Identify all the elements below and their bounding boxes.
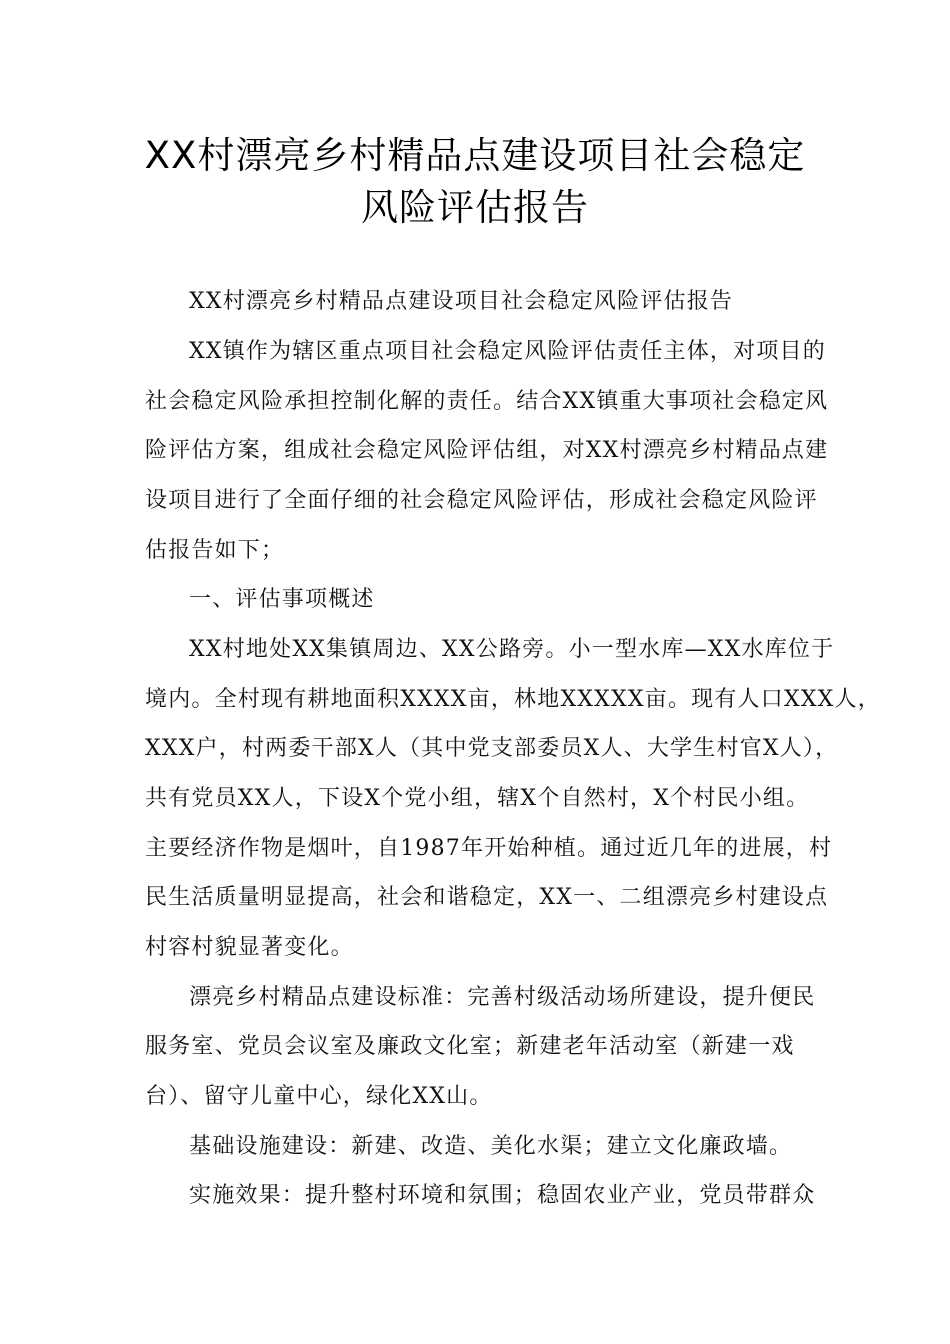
body-line: XX镇作为辖区重点项目社会稳定风险评估责任主体，对项目的 [189,339,826,364]
body-line: 境内。全村现有耕地面积XXXX亩，林地XXXXX亩。现有人口XXX人， [145,687,881,712]
document-title-line-1: XX村漂亮乡村精品点建设项目社会稳定 [144,134,806,177]
body-line: 实施效果：提升整村环境和氛围；稳固农业产业，党员带群众 [189,1183,816,1208]
body-line: 台）、留守儿童中心，绿化XX山。 [145,1084,493,1109]
body-line: 设项目进行了全面仔细的社会稳定风险评估，形成社会稳定风险评 [145,488,818,513]
section-heading: 一、评估事项概述 [189,587,375,612]
body-line: 险评估方案，组成社会稳定风险评估组，对XX村漂亮乡村精品点建 [145,438,829,463]
body-line: 共有党员XX人，下设X个党小组，辖X个自然村，X个村民小组。 [145,786,810,811]
body-line: 社会稳定风险承担控制化解的责任。结合XX镇重大事项社会稳定风 [145,389,829,414]
body-line: 估报告如下； [145,538,285,563]
document-title-line-2: 风险评估报告 [361,186,589,229]
body-line: XXX户，村两委干部X人（其中党支部委员X人、大学生村官X人）， [145,736,839,761]
body-line: 漂亮乡村精品点建设标准：完善村级活动场所建设，提升便民 [189,985,816,1010]
body-line: 基础设施建设：新建、改造、美化水渠；建立文化廉政墙。 [189,1134,793,1159]
body-line: 服务室、党员会议室及廉政文化室；新建老年活动室（新建一戏 [145,1034,795,1059]
body-line: 主要经济作物是烟叶，自1987年开始种植。通过近几年的进展，村 [145,836,833,861]
body-line: XX村地处XX集镇周边、XX公路旁。小一型水库—XX水库位于 [189,637,835,662]
body-line: XX村漂亮乡村精品点建设项目社会稳定风险评估报告 [189,289,734,314]
body-line: 村容村貌显著变化。 [145,935,354,960]
body-line: 民生活质量明显提高，社会和谐稳定，XX一、二组漂亮乡村建设点 [145,885,829,910]
